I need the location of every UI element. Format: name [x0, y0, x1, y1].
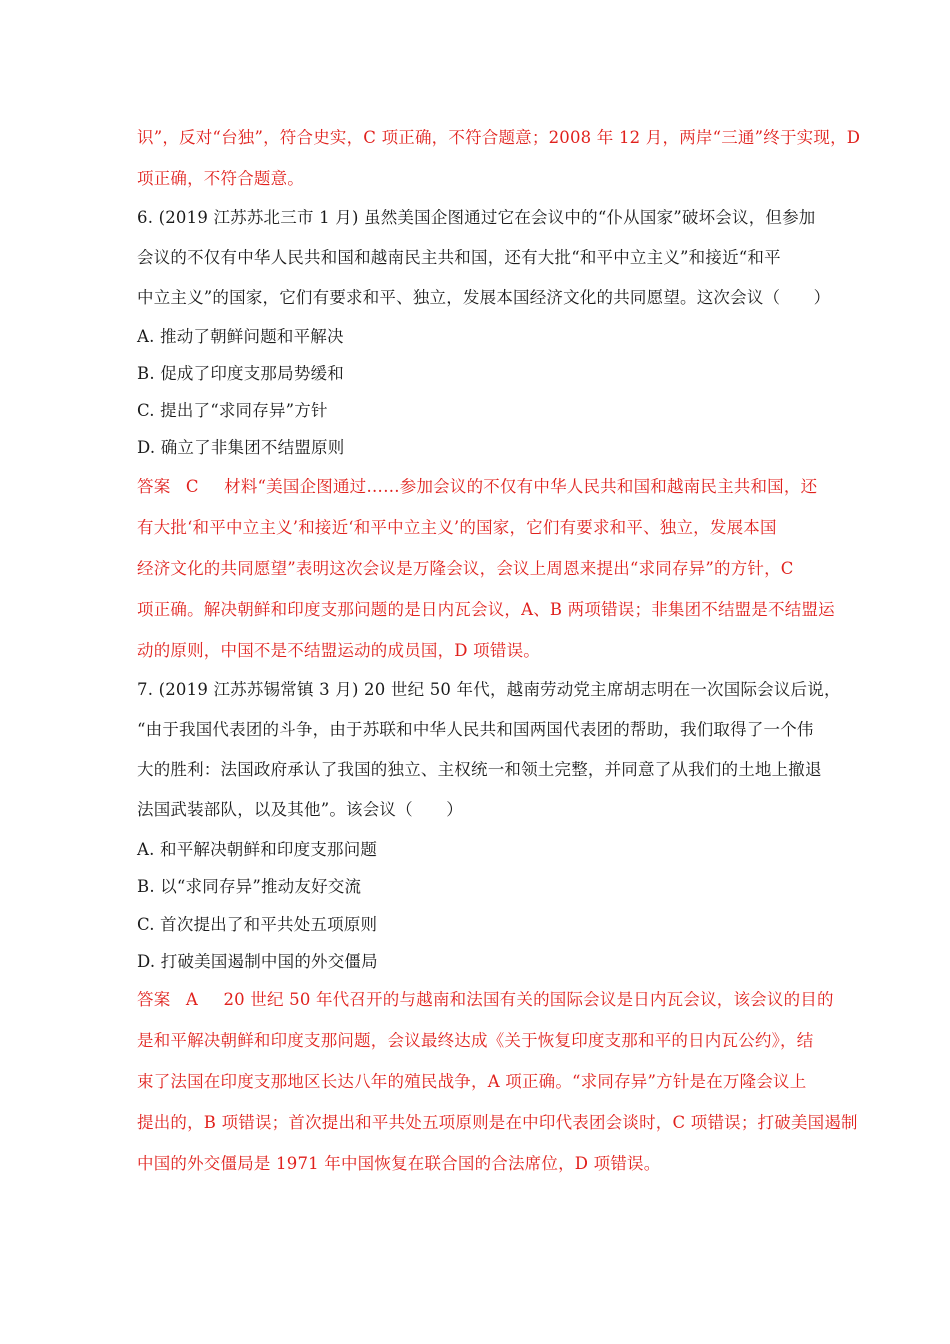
q7-stem-line-1: 7. (2019 江苏苏锡常镇 3 月) 20 世纪 50 年代，越南劳动党主席胡志明在一次国际会议后说， [137, 680, 841, 699]
q6-answer-line-2: 有大批‘和平中立主义’和接近‘和平中立主义’的国家，它们有要求和平、独立，发展本国 [137, 518, 777, 537]
q6-stem-line-3: 中立主义”的国家，它们有要求和平、独立，发展本国经济文化的共同愿望。这次会议（ ） [137, 288, 831, 307]
prev-answer-line-1: 识”，反对“台独”，符合史实，C 项正确，不符合题意；2008 年 12 月，两岸“三通”终于实现，D [137, 128, 861, 147]
q7-option-a: A. 和平解决朝鲜和印度支那问题 [137, 840, 378, 859]
q6-option-a: A. 推动了朝鲜问题和平解决 [137, 327, 344, 346]
q6-stem-line-2: 会议的不仅有中华人民共和国和越南民主共和国，还有大批“和平中立主义”和接近“和平 [137, 248, 781, 267]
q6-option-c: C. 提出了“求同存异”方针 [137, 401, 328, 420]
prev-answer-line-2: 项正确，不符合题意。 [137, 169, 304, 188]
q7-answer-label: 答案 [137, 990, 171, 1009]
q7-option-c: C. 首次提出了和平共处五项原则 [137, 915, 378, 934]
q7-stem-line-4: 法国武装部队，以及其他”。该会议（ ） [137, 800, 463, 819]
q6-answer-label: 答案 [137, 477, 171, 496]
q6-answer-line-3: 经济文化的共同愿望”表明这次会议是万隆会议，会议上周恩来提出“求同存异”的方针，C [137, 559, 794, 578]
q7-answer-line-1 [137, 989, 834, 1011]
q7-stem-line-2: “由于我国代表团的斗争，由于苏联和中华人民共和国两国代表团的帮助，我们取得了一个伟 [137, 720, 814, 739]
q6-option-b: B. 促成了印度支那局势缓和 [137, 364, 344, 383]
q6-answer-text-1: 材料“美国企图通过……参加会议的不仅有中华人民共和国和越南民主共和国，还 [224, 477, 818, 496]
q7-option-b: B. 以“求同存异”推动友好交流 [137, 877, 362, 896]
q6-answer-line-4: 项正确。解决朝鲜和印度支那问题的是日内瓦会议，A、B 两项错误；非集团不结盟是不结盟运 [137, 600, 835, 619]
q7-answer-line-2: 是和平解决朝鲜和印度支那问题，会议最终达成《关于恢复印度支那和平的日内瓦公约》，结 [137, 1031, 814, 1050]
q7-option-d: D. 打破美国遏制中国的外交僵局 [137, 952, 378, 971]
q6-answer-line-1 [137, 476, 817, 498]
q7-stem-line-3: 大的胜利：法国政府承认了我国的独立、主权统一和领土完整，并同意了从我们的土地上撤退 [137, 760, 822, 779]
q7-answer-letter: A [185, 990, 198, 1009]
q6-answer-line-5: 动的原则，中国不是不结盟运动的成员国，D 项错误。 [137, 641, 540, 660]
q7-answer-line-3: 束了法国在印度支那地区长达八年的殖民战争，A 项正确。“求同存异”方针是在万隆会议上 [137, 1072, 807, 1091]
q6-option-d: D. 确立了非集团不结盟原则 [137, 438, 345, 457]
q7-answer-line-4: 提出的，B 项错误；首次提出和平共处五项原则是在中印代表团会谈时，C 项错误；打破美国遏制 [137, 1113, 858, 1132]
q7-answer-text-1: 20 世纪 50 年代召开的与越南和法国有关的国际会议是日内瓦会议，该会议的目的 [223, 990, 834, 1009]
q7-answer-line-5: 中国的外交僵局是 1971 年中国恢复在联合国的合法席位，D 项错误。 [137, 1154, 661, 1173]
q6-stem-line-1: 6. (2019 江苏苏北三市 1 月) 虽然美国企图通过它在会议中的“仆从国家”破坏会议，但参加 [137, 208, 816, 227]
q6-answer-letter: C [185, 477, 199, 496]
